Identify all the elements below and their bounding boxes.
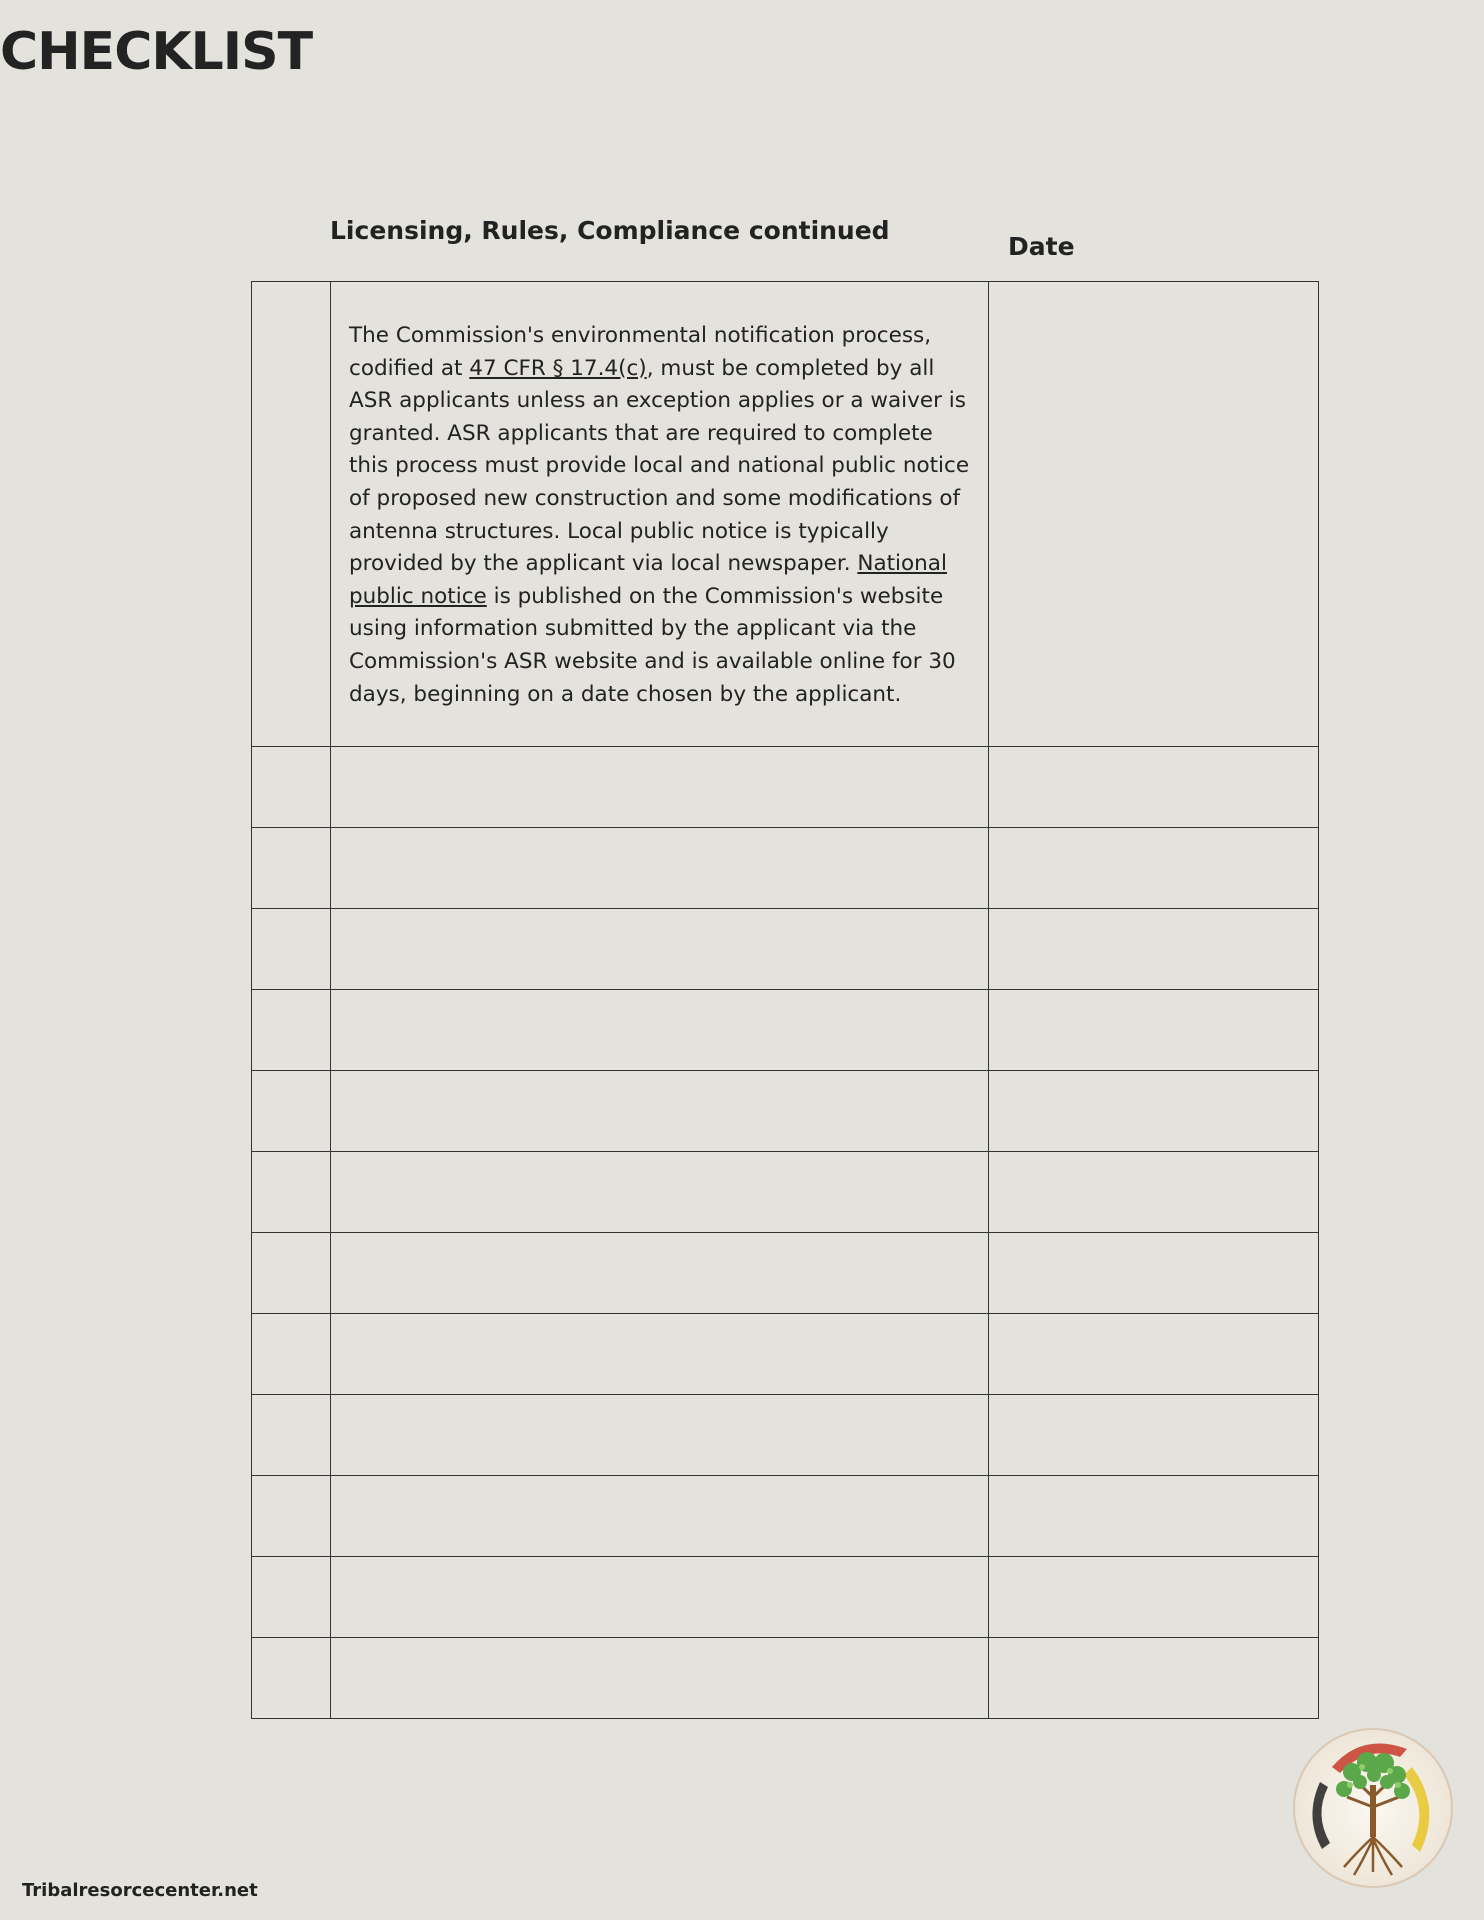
cfr-link[interactable]: 47 CFR § 17.4(c) [469, 355, 647, 381]
checkbox-cell[interactable] [252, 1071, 331, 1152]
checkbox-cell[interactable] [252, 1395, 331, 1476]
checkbox-cell[interactable] [252, 1476, 331, 1557]
table-row [252, 1314, 1319, 1395]
item-cell[interactable] [331, 1638, 989, 1719]
item-cell[interactable] [331, 990, 989, 1071]
table-row [252, 1557, 1319, 1638]
checkbox-cell[interactable] [252, 1233, 331, 1314]
date-cell[interactable] [989, 1233, 1319, 1314]
date-cell[interactable] [989, 1395, 1319, 1476]
item-text: , must be completed by all ASR applicants unless an exception applies or a waiver is granted. ASR applicants that are required to complete this process must provide local and national public notice of proposed new construction and some modifications of antenna structures. Local public notice is typically provided by the applicant via local newspaper. [349, 355, 970, 577]
checkbox-cell[interactable] [252, 909, 331, 990]
date-cell[interactable] [989, 282, 1319, 747]
item-cell[interactable] [331, 909, 989, 990]
section-heading: Licensing, Rules, Compliance continued [330, 216, 890, 245]
table-row [252, 1071, 1319, 1152]
item-cell [331, 282, 989, 747]
item-cell[interactable] [331, 1476, 989, 1557]
checkbox-cell[interactable] [252, 1557, 331, 1638]
table-row [252, 1152, 1319, 1233]
item-cell[interactable] [331, 747, 989, 828]
tree-of-life-logo-icon [1292, 1727, 1454, 1889]
checkbox-cell[interactable] [252, 282, 331, 747]
checkbox-cell[interactable] [252, 828, 331, 909]
checkbox-cell[interactable] [252, 990, 331, 1071]
date-cell[interactable] [989, 828, 1319, 909]
table-row [252, 1638, 1319, 1719]
table-row [252, 1476, 1319, 1557]
table-row [252, 909, 1319, 990]
date-cell[interactable] [989, 747, 1319, 828]
date-column-heading: Date [1008, 232, 1075, 261]
item-cell[interactable] [331, 1071, 989, 1152]
table-row [252, 990, 1319, 1071]
footer-website: Tribalresorcecenter.net [22, 1880, 258, 1901]
item-cell[interactable] [331, 1557, 989, 1638]
date-cell[interactable] [989, 909, 1319, 990]
table-row [252, 828, 1319, 909]
item-cell[interactable] [331, 1152, 989, 1233]
date-cell[interactable] [989, 990, 1319, 1071]
table-row [252, 282, 1319, 747]
item-cell[interactable] [331, 1233, 989, 1314]
item-cell[interactable] [331, 1395, 989, 1476]
table-row [252, 1233, 1319, 1314]
table-row [252, 1395, 1319, 1476]
date-cell[interactable] [989, 1152, 1319, 1233]
checkbox-cell[interactable] [252, 1314, 331, 1395]
national-public-notice-link[interactable]: National public notice [349, 551, 947, 609]
checkbox-cell[interactable] [252, 747, 331, 828]
checkbox-cell[interactable] [252, 1152, 331, 1233]
date-cell[interactable] [989, 1557, 1319, 1638]
item-text: The Commission's environmental notification process, codified at [349, 323, 932, 381]
item-text: is published on the Commission's website using information submitted by the applicant via the Commission's ASR website and is available online for 30 days, beginning on a date chosen by the applicant. [349, 583, 956, 707]
date-cell[interactable] [989, 1638, 1319, 1719]
date-cell[interactable] [989, 1314, 1319, 1395]
date-cell[interactable] [989, 1476, 1319, 1557]
checklist-table [251, 281, 1319, 1719]
page-title: CHECKLIST [0, 22, 313, 82]
checkbox-cell[interactable] [252, 1638, 331, 1719]
date-cell[interactable] [989, 1071, 1319, 1152]
item-cell[interactable] [331, 828, 989, 909]
table-row [252, 747, 1319, 828]
item-cell[interactable] [331, 1314, 989, 1395]
item-description [331, 282, 988, 711]
